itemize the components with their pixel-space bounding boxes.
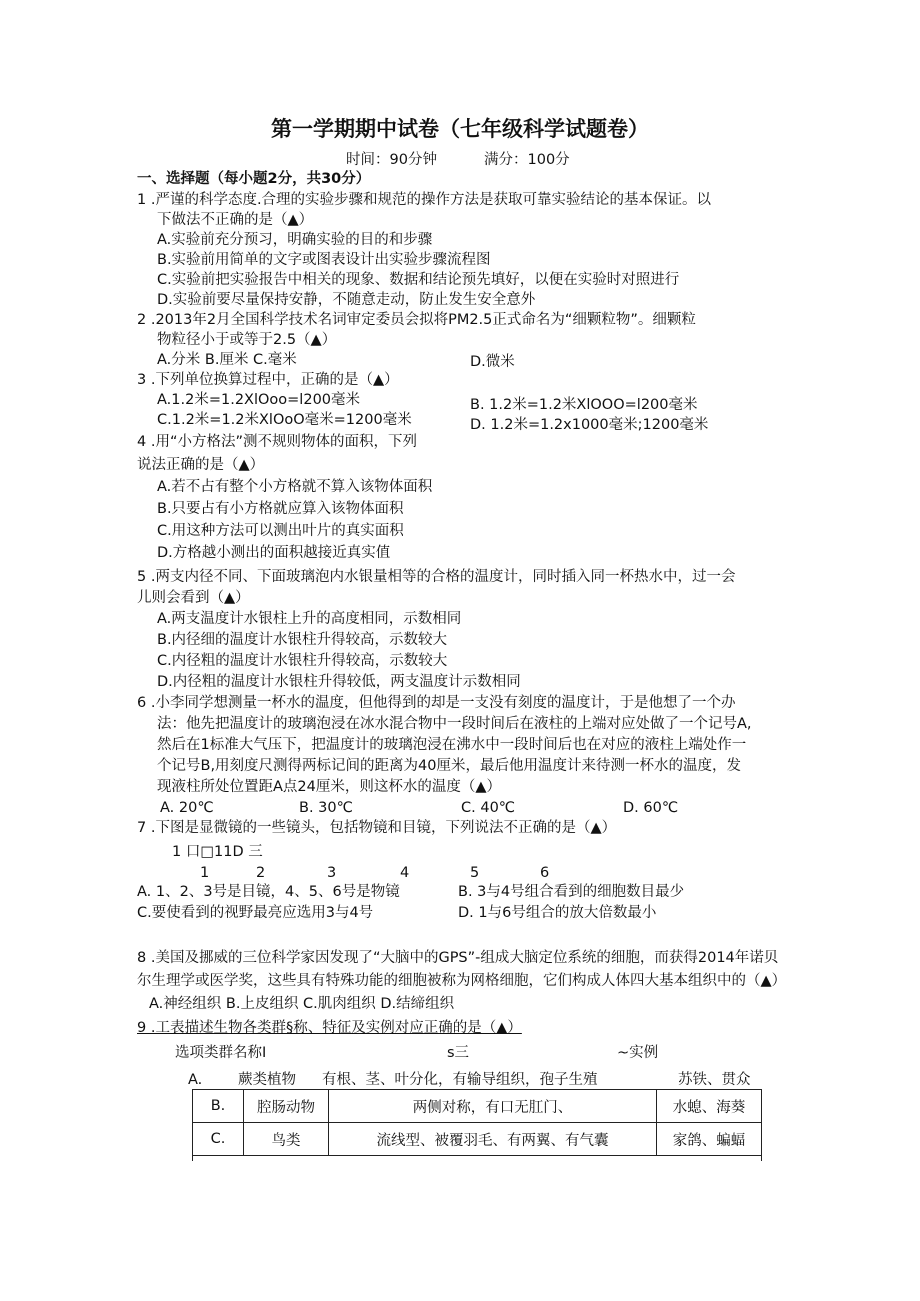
table-cell-example: 家鸽、蝙蝠	[657, 1123, 762, 1156]
exam-score: 满分：100分	[484, 152, 570, 168]
q7-stem: 7 .下图是显微镜的一些镜头，包括物镜和目镜，下列说法不正确的是（▲）	[137, 820, 617, 836]
q6-stem-4: 个记号B,用刻度尺测得两标记间的距离为40厘米，最后他用温度计来待测一杯水的温度，发	[157, 758, 742, 774]
q9-row-a-option: A.	[188, 1072, 203, 1088]
table-cell-feature: 两侧对称，有口无肛门、	[329, 1090, 657, 1123]
q9-table-header-mid: s三	[447, 1045, 470, 1061]
q4-option-d: D.方格越小测出的面积越接近真实值	[157, 545, 391, 561]
q2-option-d: D.微米	[470, 354, 515, 370]
q6-stem-5: 现液柱所处位置距A点24厘米，则这杯水的温度（▲）	[157, 779, 502, 795]
q7-lens-number: 3	[327, 865, 337, 881]
q1-option-c: C.实验前把实验报告中相关的现象、数据和结论预先填好，以便在实验时对照进行	[157, 272, 680, 288]
q7-option-d: D. 1与6号组合的放大倍数最小	[458, 905, 657, 921]
section-heading: 一、选择题（每小题2分，共30分）	[137, 171, 371, 187]
page-title: 第一学期期中试卷（七年级科学试题卷）	[271, 117, 649, 141]
q7-lens-number: 5	[470, 865, 480, 881]
table-cell-option: B.	[193, 1090, 244, 1123]
q8-options: A.神经组织 B.上皮组织 C.肌肉组织 D.结缔组织	[149, 996, 455, 1012]
q3-option-c: C.1.2米=1.2米XlOoO毫米=1200毫米	[157, 412, 412, 428]
q4-option-b: B.只要占有小方格就应算入该物体面积	[157, 501, 404, 517]
q9-stem: 9 .工表描述生物各类群§称、特征及实例对应正确的是（▲）	[137, 1020, 522, 1036]
q6-option-d: D. 60℃	[623, 800, 679, 816]
q9-table-header-left: 选项类群名称I	[175, 1045, 267, 1061]
q6-stem-3: 然后在1标准大气压下，把温度计的玻璃泡浸在沸水中一段时间后也在对应的液柱上端处作一	[157, 737, 747, 753]
q7-lens-number: 2	[256, 865, 266, 881]
q1-option-d: D.实验前要尽量保持安静，不随意走动，防止发生安全意外	[157, 292, 536, 308]
q2-stem-cont: 物粒径小于或等于2.5（▲）	[157, 332, 337, 348]
q7-option-a: A. 1、2、3号是目镜，4、5、6号是物镜	[137, 884, 400, 900]
q9-table-header-right: ~实例	[617, 1045, 659, 1061]
q9-row-a-feature: 有根、茎、叶分化，有输导组织，孢子生殖	[322, 1072, 598, 1088]
q7-lens-number: 4	[400, 865, 410, 881]
table-edge-line	[761, 1155, 762, 1161]
q6-option-a: A. 20℃	[160, 800, 214, 816]
table-cell-option: C.	[193, 1123, 244, 1156]
q2-options-abc: A.分米 B.厘米 C.毫米	[157, 352, 297, 368]
q6-stem-1: 6 .小李同学想测量一杯水的温度，但他得到的却是一支没有刻度的温度计，于是他想了一个办	[137, 695, 736, 711]
q3-stem: 3 .下列单位换算过程中，正确的是（▲）	[137, 372, 399, 388]
table-row	[193, 1090, 762, 1123]
table-cell-example: 水螅、海葵	[657, 1090, 762, 1123]
table-row	[193, 1123, 762, 1156]
table-cell-group: 鸟类	[244, 1123, 329, 1156]
q9-row-a-group: 蕨类植物	[238, 1072, 296, 1088]
q1-stem-cont: 下做法不正确的是（▲）	[157, 212, 314, 228]
table-cell-feature: 流线型、被覆羽毛、有两翼、有气囊	[329, 1123, 657, 1156]
q9-row-a-example: 苏铁、贯众	[678, 1072, 751, 1088]
q5-stem-cont: 儿则会看到（▲）	[137, 590, 250, 606]
q3-option-d: D. 1.2米=1.2x1000毫米;1200毫米	[470, 417, 709, 433]
q5-option-d: D.内径粗的温度计水银柱升得较低，两支温度计示数相同	[157, 674, 521, 690]
q6-option-b: B. 30℃	[299, 800, 353, 816]
q3-option-a: A.1.2米=1.2XlOoo=l200毫米	[157, 392, 361, 408]
q5-stem: 5 .两支内径不同、下面玻璃泡内水银量相等的合格的温度计，同时插入同一杯热水中，过一会	[137, 569, 736, 585]
q9-table	[192, 1089, 762, 1156]
q1-option-b: B.实验前用简单的文字或图表设计出实验步骤流程图	[157, 252, 491, 268]
q3-option-b: B. 1.2米=1.2米XlOOO=l200毫米	[470, 397, 698, 413]
q1-stem: 1 .严谨的科学态度.合理的实验步骤和规范的操作方法是获取可靠实验结论的基本保证。以	[137, 192, 712, 208]
q7-option-c: C.要使看到的视野最亮应选用3与4号	[137, 905, 374, 921]
exam-time: 时间：90分钟	[346, 152, 437, 168]
table-edge-line	[192, 1155, 193, 1161]
q4-stem-cont: 说法正确的是（▲）	[137, 457, 265, 473]
q7-option-b: B. 3与4号组合看到的细胞数目最少	[458, 884, 685, 900]
q5-option-a: A.两支温度计水银柱上升的高度相同，示数相同	[157, 611, 462, 627]
q4-option-c: C.用这种方法可以测出叶片的真实面积	[157, 523, 404, 539]
q4-option-a: A.若不占有整个小方格就不算入该物体面积	[157, 479, 433, 495]
q4-stem: 4 .用“小方格法”测不规则物体的面积，下列	[137, 434, 417, 450]
q6-stem-2: 法：他先把温度计的玻璃泡浸在冰水混合物中一段时间后在液柱的上端对应处做了一个记号A,	[157, 716, 752, 732]
table-cell-group: 腔肠动物	[244, 1090, 329, 1123]
q7-figure-text: 1 口□11D 三	[172, 844, 263, 860]
q6-option-c: C. 40℃	[461, 800, 516, 816]
q7-lens-number: 1	[200, 865, 210, 881]
q7-lens-number: 6	[540, 865, 550, 881]
q1-option-a: A.实验前充分预习，明确实验的目的和步骤	[157, 232, 433, 248]
q8-stem-cont: 尔生理学或医学奖，这些具有特殊功能的细胞被称为网格细胞，它们构成人体四大基本组织中的（▲）	[137, 973, 787, 989]
q2-stem: 2 .2013年2月全国科学技术名词审定委员会拟将PM2.5正式命名为“细颗粒物”。细颗粒	[137, 312, 696, 328]
q5-option-c: C.内径粗的温度计水银柱升得较高，示数较大	[157, 653, 448, 669]
q8-stem: 8 .美国及挪威的三位科学家因发现了“大脑中的GPS”-组成大脑定位系统的细胞，而获得2014年诺贝	[137, 950, 779, 966]
q5-option-b: B.内径细的温度计水银柱升得较高，示数较大	[157, 632, 448, 648]
